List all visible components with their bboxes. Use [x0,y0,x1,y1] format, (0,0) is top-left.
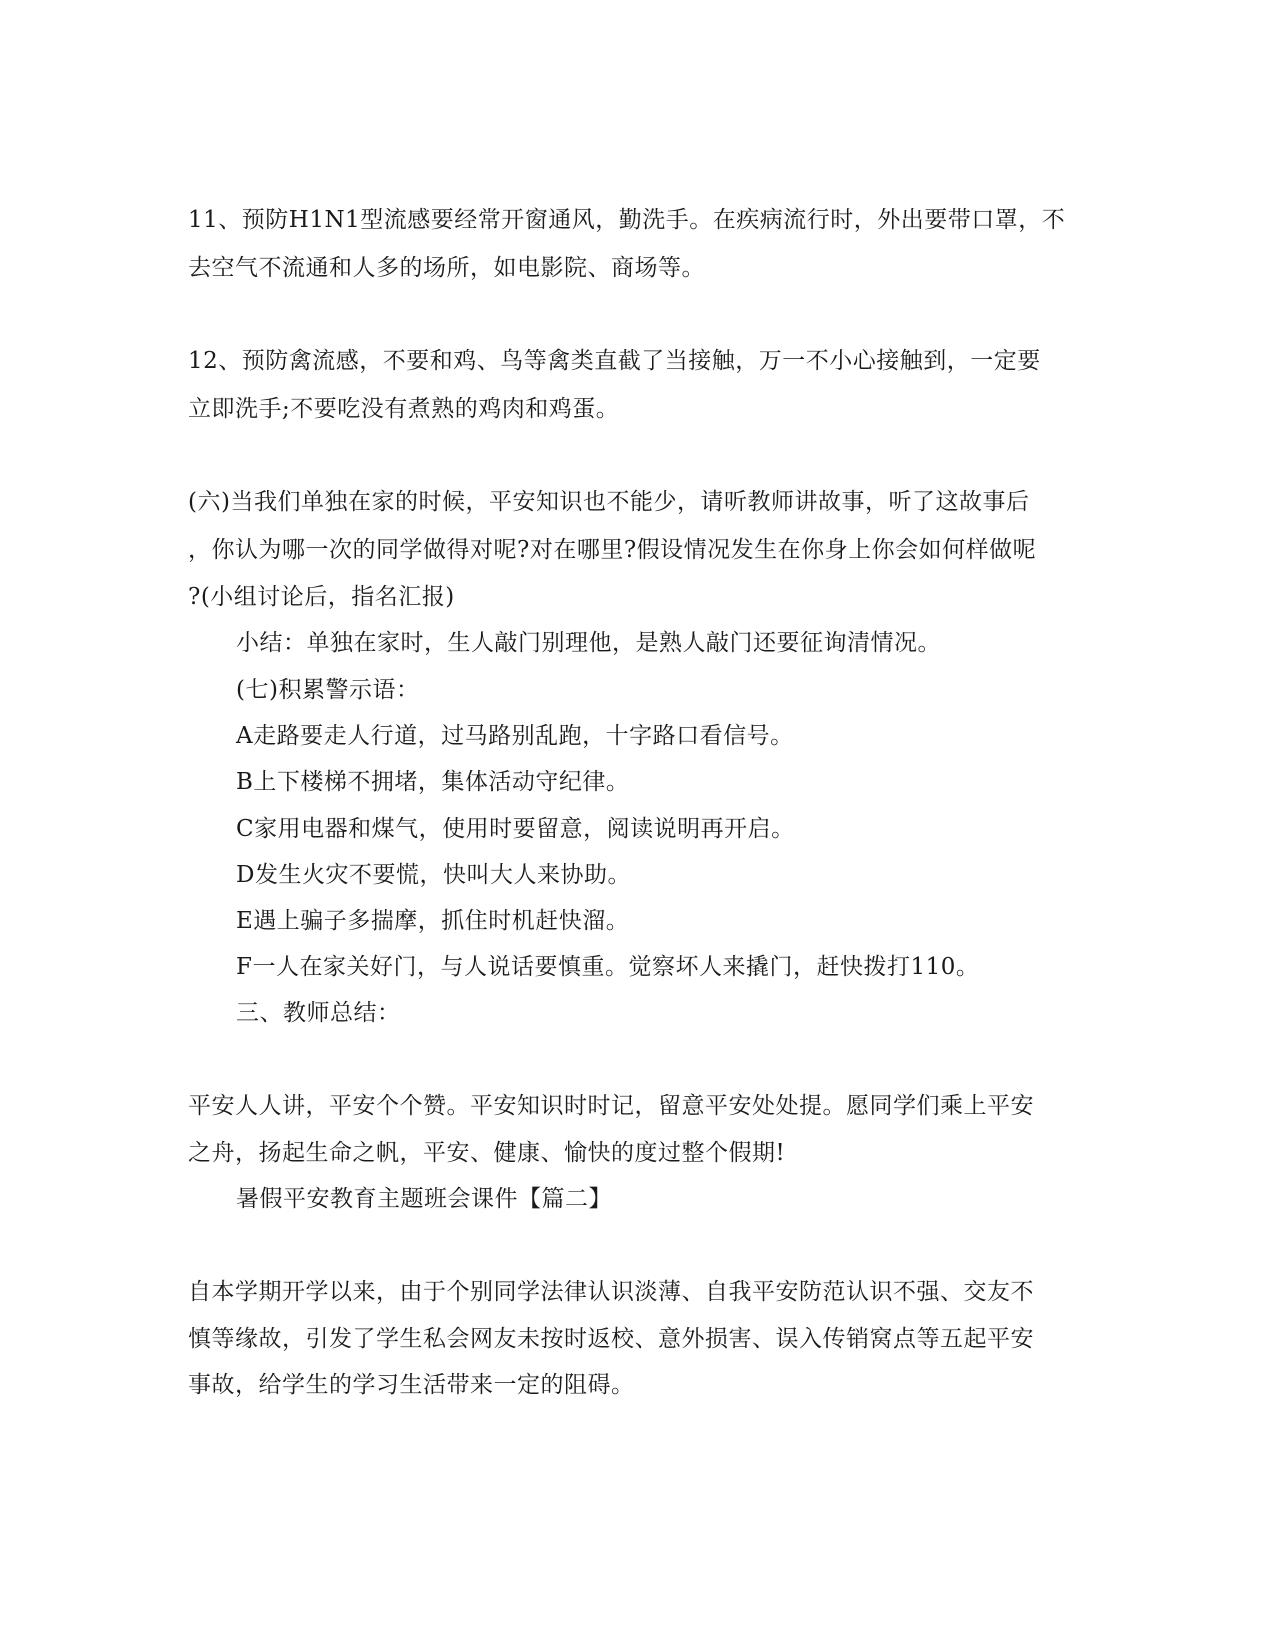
paragraph-line: 11、预防H1N1型流感要经常开窗通风，勤洗手。在疾病流行时，外出要带口罩，不 [188,207,1066,233]
paragraph-line: (六)当我们单独在家的时候，平安知识也不能少，请听教师讲故事，听了这故事后 [188,489,1030,515]
paragraph-line: 慎等缘故，引发了学生私会网友未按时返校、意外损害、误入传销窝点等五起平安 [188,1326,1034,1352]
section-heading: (七)积累警示语： [236,677,420,703]
slogan-item: D发生火灾不要慌，快叫大人来协助。 [236,862,631,888]
paragraph-line: 12、预防禽流感，不要和鸡、鸟等禽类直截了当接触，万一不小心接触到，一定要 [188,348,1041,374]
slogan-item: E遇上骗子多揣摩，抓住时机赶快溜。 [236,908,630,934]
slogan-item: B上下楼梯不拥堵，集体活动守纪律。 [236,769,630,795]
paragraph-line: 之舟，扬起生命之帆，平安、健康、愉快的度过整个假期! [188,1140,786,1166]
section-heading: 三、教师总结： [236,1000,401,1026]
paragraph-line: ，你认为哪一次的同学做得对呢?对在哪里?假设情况发生在你身上你会如何样做呢 [188,537,1037,563]
slogan-item: C家用电器和煤气，使用时要留意，阅读说明再开启。 [236,816,795,842]
paragraph-line: 事故，给学生的学习生活带来一定的阻碍。 [188,1372,635,1398]
paragraph-line: 平安人人讲，平安个个赞。平安知识时时记，留意平安处处提。愿同学们乘上平安 [188,1093,1034,1119]
paragraph-line: 自本学期开学以来，由于个别同学法律认识淡薄、自我平安防范认识不强、交友不 [188,1279,1034,1305]
slogan-item: F一人在家关好门，与人说话要慎重。觉察坏人来撬门，赶快拨打110。 [236,954,980,980]
paragraph-line: 立即洗手;不要吃没有煮熟的鸡肉和鸡蛋。 [188,396,620,422]
paragraph-line: ?(小组讨论后，指名汇报) [188,584,455,610]
paragraph-line: 去空气不流通和人多的场所，如电影院、商场等。 [188,255,705,281]
slogan-item: A走路要走人行道，过马路别乱跑，十字路口看信号。 [236,723,794,749]
summary-line: 小结：单独在家时，生人敲门别理他，是熟人敲门还要征询清情况。 [236,630,941,656]
article-title: 暑假平安教育主题班会课件【篇二】 [236,1186,612,1212]
